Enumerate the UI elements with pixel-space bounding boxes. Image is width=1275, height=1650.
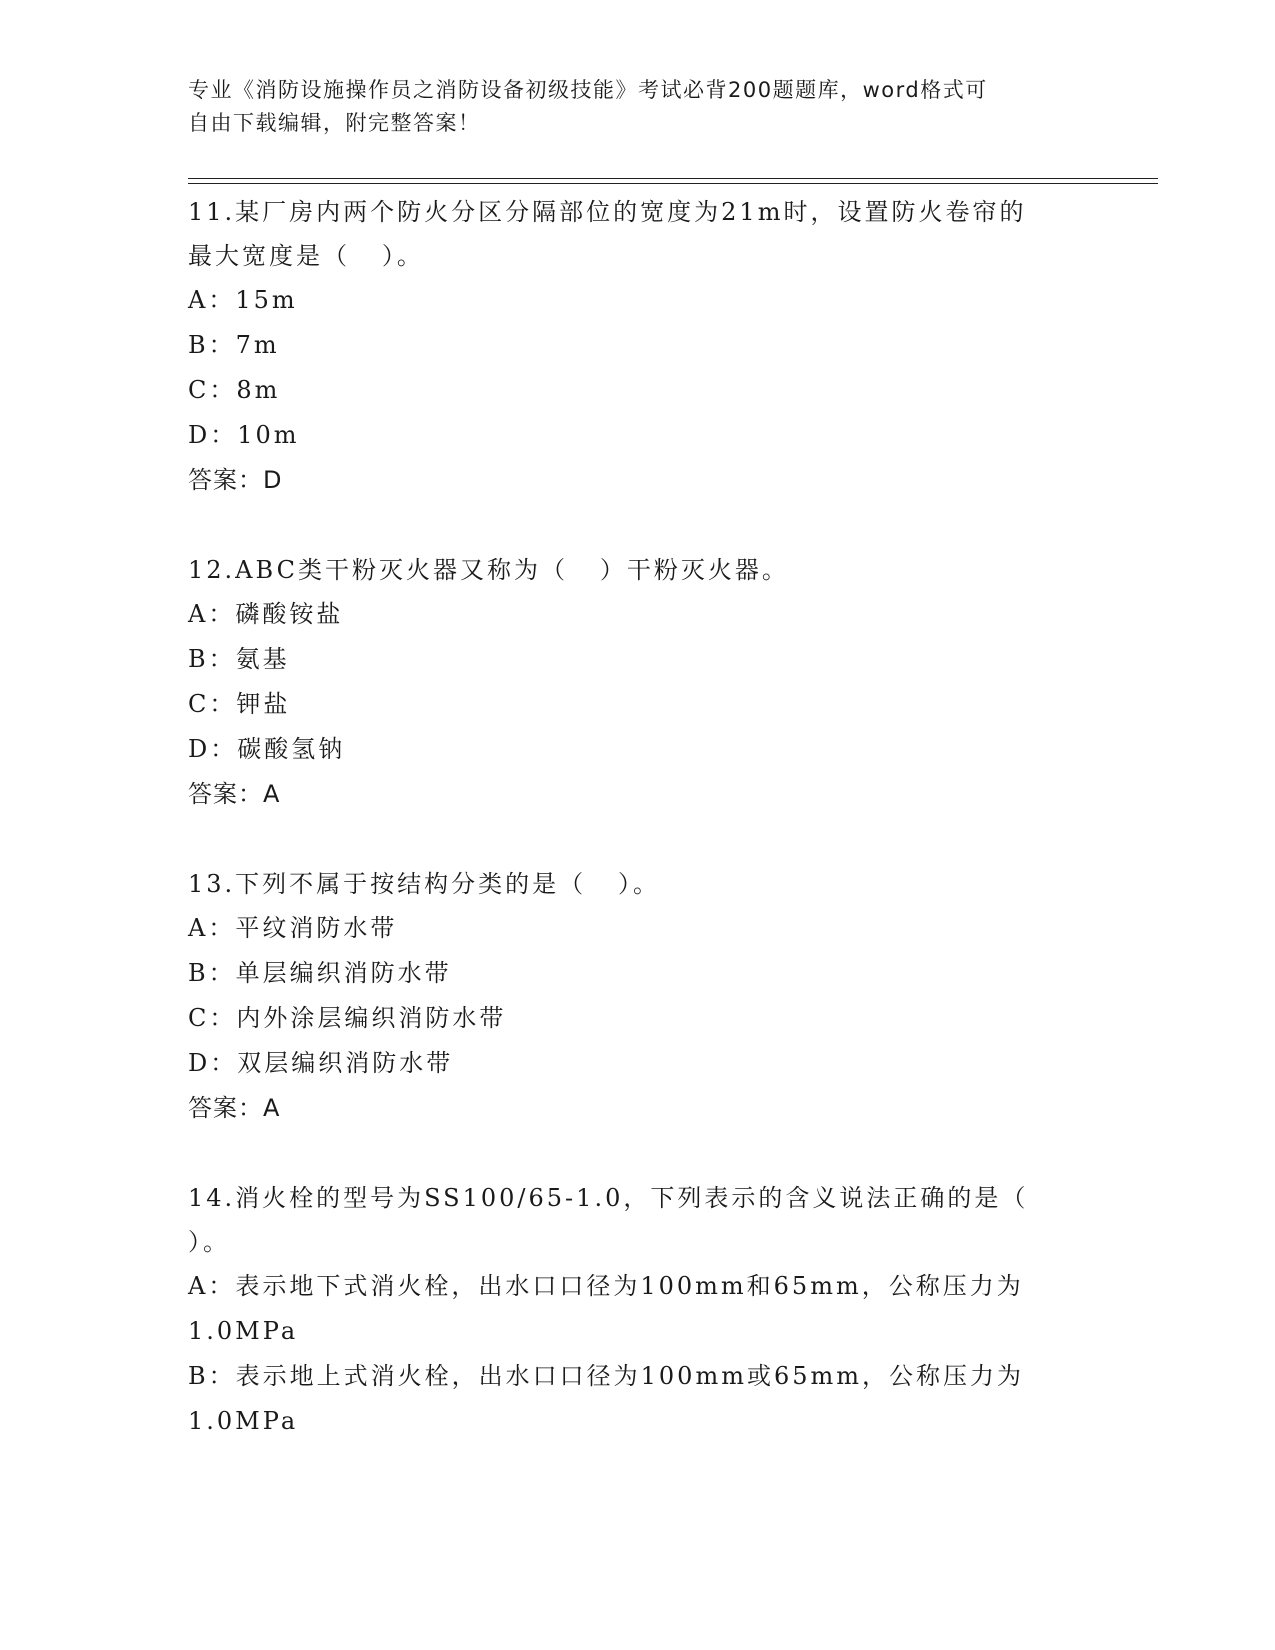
option-a-continued: 1.0MPa xyxy=(188,1317,299,1345)
question-stem-line: 12.ABC类干粉灭火器又称为（ ）干粉灭火器。 xyxy=(188,556,789,584)
option-b: B：氨基 xyxy=(188,645,290,673)
option-c: C：内外涂层编织消防水带 xyxy=(188,1004,507,1032)
header-divider-bottom xyxy=(188,183,1158,184)
answer-label: 答案：D xyxy=(188,466,283,494)
question-14 xyxy=(188,1176,1088,1444)
question-stem-line: 13.下列不属于按结构分类的是（ ）。 xyxy=(188,870,661,898)
option-d: D：10m xyxy=(188,421,300,449)
option-b: B：7m xyxy=(188,331,280,359)
option-a: A：磷酸铵盐 xyxy=(188,600,344,628)
option-c: C：钾盐 xyxy=(188,690,291,718)
document-header xyxy=(188,74,1068,140)
question-list xyxy=(188,190,1088,1489)
header-line-1: 专业《消防设施操作员之消防设备初级技能》考试必背200题题库，word格式可 xyxy=(188,78,988,102)
answer-label: 答案：A xyxy=(188,780,281,808)
option-c: C：8m xyxy=(188,376,281,404)
option-d: D：碳酸氢钠 xyxy=(188,735,346,763)
question-11 xyxy=(188,190,1088,503)
option-a: A：表示地下式消火栓，出水口口径为100mm和65mm，公称压力为 xyxy=(188,1272,1024,1300)
question-12 xyxy=(188,548,1088,817)
answer-label: 答案：A xyxy=(188,1094,281,1122)
option-a: A：平纹消防水带 xyxy=(188,914,398,942)
question-stem-line: 14.消火栓的型号为SS100/65-1.0，下列表示的含义说法正确的是（ xyxy=(188,1184,1029,1212)
question-stem-line: 最大宽度是（ ）。 xyxy=(188,242,424,270)
header-line-2: 自由下载编辑，附完整答案！ xyxy=(188,111,481,135)
header-divider-top xyxy=(188,178,1158,179)
question-stem-line: ）。 xyxy=(188,1228,230,1256)
question-13 xyxy=(188,862,1088,1131)
option-b: B：单层编织消防水带 xyxy=(188,959,452,987)
question-stem-line: 11.某厂房内两个防火分区分隔部位的宽度为21m时，设置防火卷帘的 xyxy=(188,198,1027,226)
option-d: D：双层编织消防水带 xyxy=(188,1049,454,1077)
option-a: A：15m xyxy=(188,286,298,314)
option-b-continued: 1.0MPa xyxy=(188,1407,299,1435)
option-b: B：表示地上式消火栓，出水口口径为100mm或65mm，公称压力为 xyxy=(188,1362,1025,1390)
